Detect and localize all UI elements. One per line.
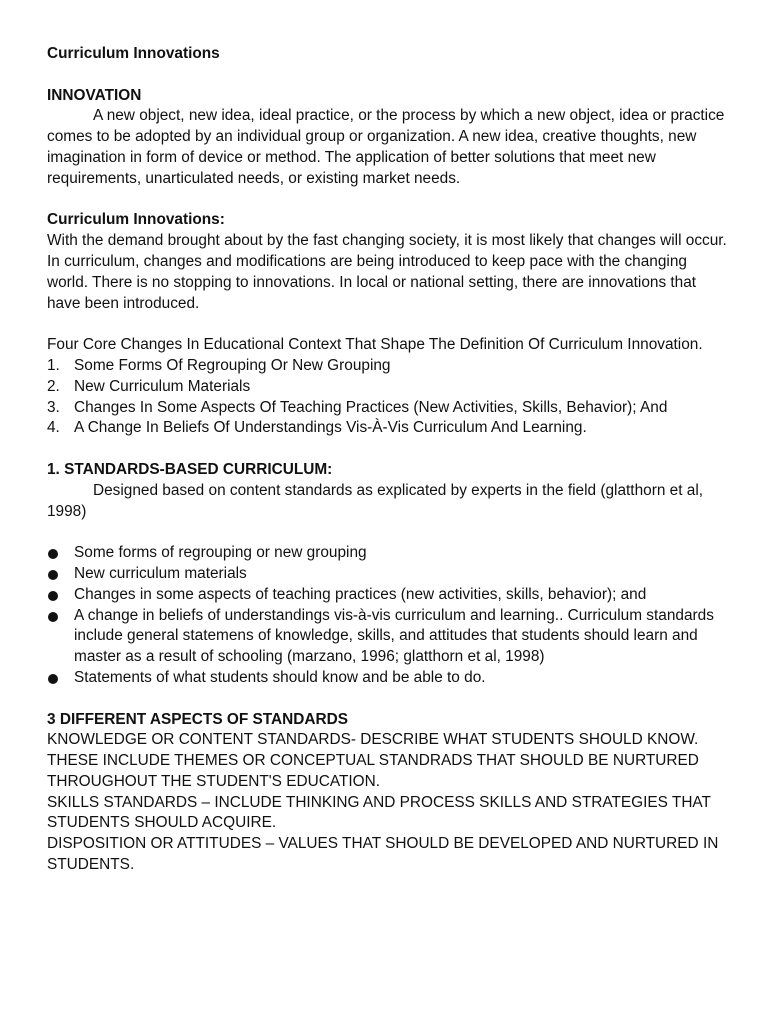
curriculum-innovations-heading: Curriculum Innovations: (47, 211, 225, 229)
spacer (47, 314, 727, 335)
core-changes-list (47, 356, 727, 439)
bullet-icon (48, 591, 58, 601)
spacer (47, 522, 727, 543)
list-item-text: Some forms of regrouping or new grouping (74, 544, 367, 562)
aspects-line-disposition: DISPOSITION OR ATTITUDES – VALUES THAT SHOULD BE DEVELOPED AND NURTURED IN STUDENTS. (47, 835, 719, 874)
spacer (47, 65, 727, 86)
aspects-heading: 3 DIFFERENT ASPECTS OF STANDARDS (47, 710, 348, 728)
list-item-text: New Curriculum Materials (74, 377, 251, 395)
innovation-heading: INNOVATION (47, 86, 142, 104)
bullet-icon (48, 570, 58, 580)
bullet-icon (48, 612, 58, 622)
list-item (47, 356, 727, 377)
bullet-icon (48, 549, 58, 559)
spacer (47, 439, 727, 460)
document-body (47, 44, 727, 876)
list-number: 1. (47, 356, 60, 374)
curriculum-innovations-paragraph: With the demand brought about by the fast changing society, it is most likely that changes will occur. In curriculum, changes and modifications are being introduced to keep pace with the changing world. There is no stopping to innovations. In local or national setting, there are innovations that have been introduced. (47, 232, 727, 312)
list-number: 2. (47, 377, 60, 395)
list-item (47, 606, 727, 668)
list-item-text: A change in beliefs of understandings vis-à-vis curriculum and learning.. Curriculum standards include general statemens of knowledge, skills, and attitudes that students should learn and master as a result of schooling (marzano, 1996; glatthorn et al, 1998) (74, 606, 714, 666)
list-item-text: Some Forms Of Regrouping Or New Grouping (74, 356, 391, 374)
bullet-icon (48, 674, 58, 684)
standards-based-paragraph: Designed based on content standards as explicated by experts in the field (glatthorn et al, 1998) (47, 481, 704, 520)
innovation-paragraph: A new object, new idea, ideal practice, or the process by which a new object, idea or practice comes to be adopted by an individual group or organization. A new idea, creative thoughts, new imagination in form of device or method. The application of better solutions that meet new requirements, unarticulated needs, or existing market needs. (47, 107, 725, 187)
list-item-text: New curriculum materials (74, 564, 247, 582)
list-item (47, 398, 727, 419)
list-number: 4. (47, 419, 60, 437)
standards-based-heading: 1. STANDARDS-BASED CURRICULUM: (47, 460, 333, 478)
list-item (47, 585, 727, 606)
aspects-line-knowledge: KNOWLEDGE OR CONTENT STANDARDS- DESCRIBE WHAT STUDENTS SHOULD KNOW. THESE INCLUDE THEMES OR CONCEPTUAL STANDRADS THAT SHOULD BE NURTURED THROUGHOUT THE STUDENT'S EDUCATION. (47, 731, 699, 790)
spacer (47, 689, 727, 710)
list-item (47, 668, 727, 689)
list-item-text: A Change In Beliefs Of Understandings Vis-À-Vis Curriculum And Learning. (74, 419, 587, 437)
core-changes-intro: Four Core Changes In Educational Context That Shape The Definition Of Curriculum Innovation. (47, 336, 703, 354)
list-item (47, 564, 727, 585)
list-number: 3. (47, 398, 60, 416)
aspects-line-skills: SKILLS STANDARDS – INCLUDE THINKING AND PROCESS SKILLS AND STRATEGIES THAT STUDENTS SHOULD ACQUIRE. (47, 793, 711, 832)
spacer (47, 190, 727, 211)
document-title: Curriculum Innovations (47, 45, 220, 62)
list-item-text: Changes In Some Aspects Of Teaching Practices (New Activities, Skills, Behavior); And (74, 398, 668, 416)
standards-bullet-list (47, 543, 727, 689)
list-item (47, 418, 727, 439)
list-item (47, 543, 727, 564)
list-item-text: Changes in some aspects of teaching practices (new activities, skills, behavior); and (74, 585, 647, 603)
list-item-text: Statements of what students should know and be able to do. (74, 668, 486, 686)
list-item (47, 377, 727, 398)
